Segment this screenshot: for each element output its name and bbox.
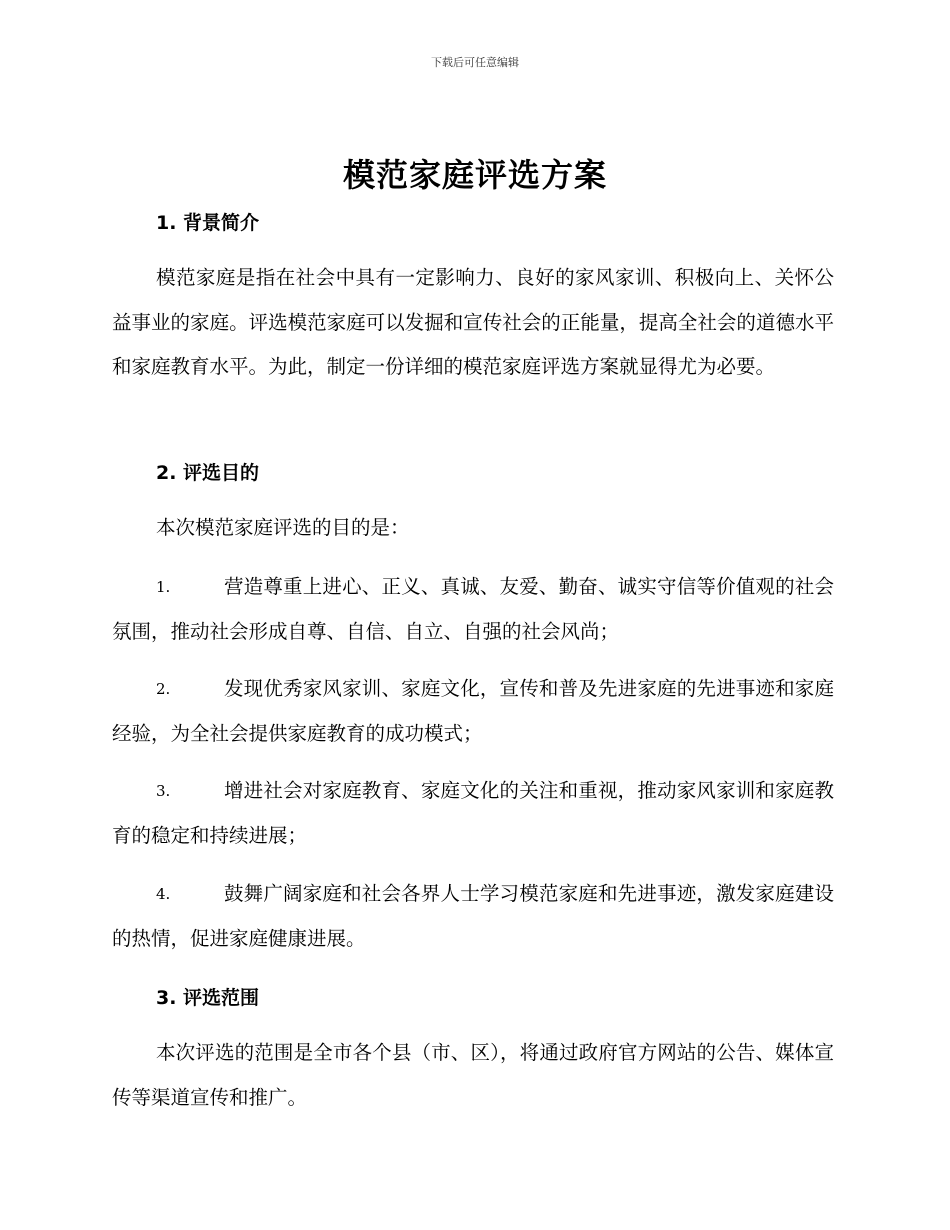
document-title: 模范家庭评选方案 — [342, 156, 607, 194]
list-item — [112, 872, 834, 961]
list-item-number: 1. — [156, 578, 171, 596]
section-heading-scope: 3. 评选范围 — [156, 987, 260, 1009]
list-item — [112, 667, 834, 756]
section-heading-background: 1. 背景简介 — [156, 212, 260, 234]
list-item-number: 2. — [156, 680, 171, 698]
section-paragraph-scope: 本次评选的范围是全市各个县（市、区），将通过政府官方网站的公告、媒体宣传等渠道宣传和推广。 — [112, 1041, 834, 1109]
list-item-number: 3. — [156, 782, 171, 800]
list-item — [112, 565, 834, 654]
section-intro-purpose: 本次模范家庭评选的目的是： — [156, 516, 410, 539]
list-item-text: 增进社会对家庭教育、家庭文化的关注和重视，推动家风家训和家庭教育的稳定和持续进展； — [112, 779, 834, 847]
list-item — [112, 769, 834, 858]
page-header-note: 下载后可任意编辑 — [431, 56, 519, 69]
list-item-text: 鼓舞广阔家庭和社会各界人士学习模范家庭和先进事迹，激发家庭建设的热情，促进家庭健康进展。 — [112, 882, 834, 950]
list-item-number: 4. — [156, 885, 171, 903]
section-heading-purpose: 2. 评选目的 — [156, 462, 260, 484]
section-paragraph-background: 模范家庭是指在社会中具有一定影响力、良好的家风家训、积极向上、关怀公益事业的家庭。评选模范家庭可以发掘和宣传社会的正能量，提高全社会的道德水平和家庭教育水平。为此，制定一份详细的模范家庭评选方案就显得尤为必要。 — [112, 266, 834, 378]
list-item-text: 发现优秀家风家训、家庭文化，宣传和普及先进家庭的先进事迹和家庭经验，为全社会提供家庭教育的成功模式； — [112, 677, 834, 745]
list-item-text: 营造尊重上进心、正义、真诚、友爱、勤奋、诚实守信等价值观的社会氛围，推动社会形成自尊、自信、自立、自强的社会风尚； — [112, 575, 834, 643]
